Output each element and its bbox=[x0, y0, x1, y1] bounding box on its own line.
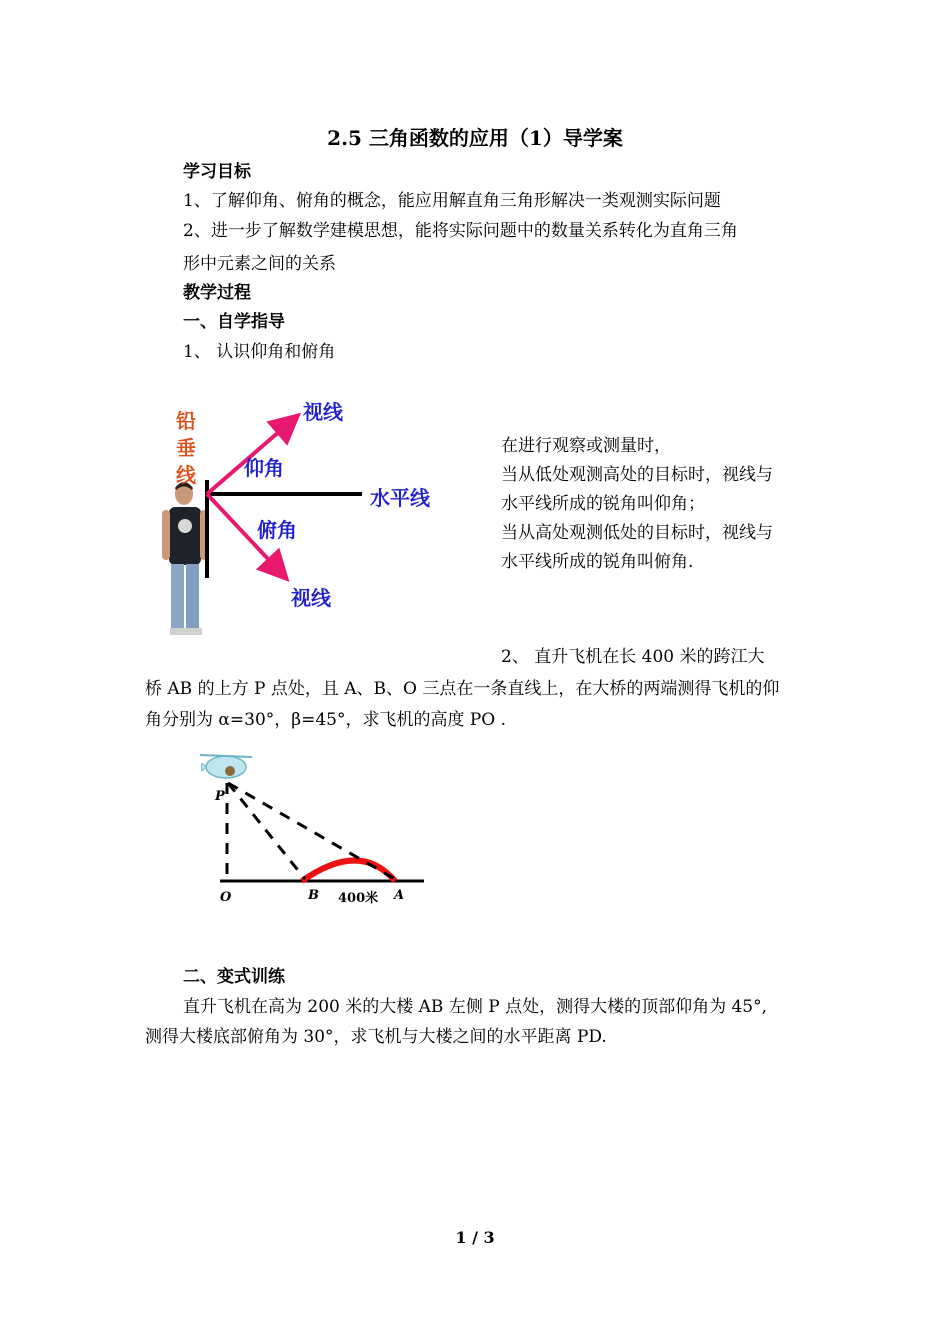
helicopter-icon bbox=[200, 755, 252, 778]
problem-2-line-3: 角分别为 α=30°，β=45°，求飞机的高度 PO . bbox=[145, 710, 507, 730]
elevation-depression-figure bbox=[150, 390, 470, 640]
horizontal-line-label: 水平线 bbox=[370, 486, 430, 510]
point-o-label: O bbox=[220, 890, 232, 905]
practice-line-2: 测得大楼底部俯角为 30°，求飞机与大楼之间的水平距离 PD. bbox=[145, 1027, 607, 1047]
practice-line-1: 直升飞机在高为 200 米的大楼 AB 左侧 P 点处，测得大楼的顶部仰角为 45°, bbox=[183, 997, 768, 1017]
page-title: 2.5 三角函数的应用（1）导学案 bbox=[327, 126, 623, 150]
goal-2-line-1: 2、进一步了解数学建模思想，能将实际问题中的数量关系转化为直角三角 bbox=[183, 221, 738, 241]
plumb-line-label: 铅 垂 线 bbox=[176, 409, 196, 487]
process-heading: 教学过程 bbox=[183, 283, 251, 303]
problem-2-line-1: 2、 直升飞机在长 400 米的跨江大 bbox=[501, 647, 765, 667]
person-illustration bbox=[162, 482, 208, 635]
goal-2-line-2: 形中元素之间的关系 bbox=[183, 254, 336, 274]
sight-line-pb bbox=[228, 783, 305, 879]
bridge-arc bbox=[302, 861, 395, 882]
point-b-label: B bbox=[308, 888, 319, 903]
problem-2-line-2: 桥 AB 的上方 P 点处，且 A、B、O 三点在一条直线上，在大桥的两端测得飞机的仰 bbox=[145, 679, 780, 699]
point-a-label: A bbox=[394, 888, 405, 903]
goals-heading: 学习目标 bbox=[183, 162, 251, 182]
section2-heading: 二、变式训练 bbox=[183, 967, 285, 987]
sight-line-up-label: 视线 bbox=[303, 400, 343, 424]
goal-1: 1、了解仰角、俯角的概念，能应用解直角三角形解决一类观测实际问题 bbox=[183, 191, 721, 211]
helicopter-bridge-figure bbox=[190, 745, 440, 915]
page-number: 1 / 3 bbox=[455, 1228, 495, 1247]
sight-line-down-label: 视线 bbox=[291, 586, 331, 610]
depression-angle-label: 俯角 bbox=[257, 518, 297, 542]
definition-text: 在进行观察或测量时， 当从低处观测高处的目标时，视线与 水平线所成的锐角叫仰角； 当从高处观测低处的目标时，视线与 水平线所成的锐角叫俯角. bbox=[501, 436, 773, 572]
bridge-length-label: 400米 bbox=[338, 891, 379, 906]
point-p-label: P bbox=[215, 789, 225, 804]
section1-heading: 一、自学指导 bbox=[183, 312, 285, 332]
item-1: 1、 认识仰角和俯角 bbox=[183, 342, 336, 362]
elevation-angle-label: 仰角 bbox=[244, 456, 284, 480]
sight-line-pa bbox=[228, 783, 395, 879]
